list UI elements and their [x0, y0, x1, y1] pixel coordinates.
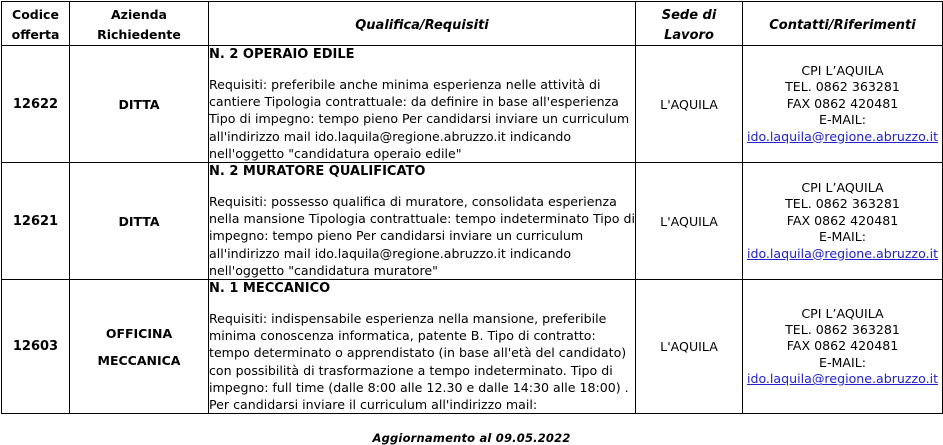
column-header-company-line2: Richiedente: [97, 26, 181, 42]
cell-qualification: [209, 46, 636, 163]
cell-company: [70, 46, 209, 163]
cell-company: [70, 280, 209, 414]
qualification-requirements: Requisiti: possesso qualifica di muratore, consolidata esperienza nella mansione Tipologia contrattuale: tempo indeterminato Tipo di impegno: tempo pieno Per candidarsi inviare un curriculum all'indirizzo mail ido.laquila@regione.abruzzo.it indicando nell'oggetto "candidatura muratore": [209, 194, 635, 278]
update-note: Aggiornamento al 09.05.2022: [372, 431, 571, 445]
cell-workplace: L'AQUILA: [636, 280, 743, 414]
table-header: [2, 2, 943, 46]
column-header-workplace-line1: Sede di: [661, 7, 717, 23]
contact-email-label: E-MAIL:: [819, 229, 866, 245]
table-row: [2, 280, 943, 414]
company-name-line: MECCANICA: [97, 352, 181, 368]
cell-workplace: L'AQUILA: [636, 163, 743, 280]
contact-telephone: TEL. 0862 363281: [785, 196, 900, 212]
contact-telephone: TEL. 0862 363281: [785, 79, 900, 95]
cell-contacts: [743, 280, 943, 414]
column-header-qualification: [209, 2, 636, 46]
cell-offer-code: 12603: [2, 280, 70, 414]
qualification-requirements: Requisiti: preferibile anche minima esperienza nelle attività di cantiere Tipologia contrattuale: da definire in base all'esperienza Tipo di impegno: tempo pieno Per candidarsi inviare un curriculum all'indirizzo mail ido.laquila@regione.abruzzo.it indicando nell'oggetto "candidatura operaio edile": [209, 77, 630, 161]
contact-office: CPI L’AQUILA: [801, 180, 884, 195]
column-header-qualification-label: Qualifica/Requisiti: [355, 17, 489, 33]
column-header-contacts-label: Contatti/Riferimenti: [769, 17, 916, 33]
column-header-company: [70, 2, 209, 46]
column-header-contacts: [743, 2, 943, 46]
qualification-requirements: Requisiti: indispensabile esperienza nella mansione, preferibile minima conoscenza informatica, patente B. Tipo di contratto: tempo determinato o apprendistato (in base all'età del candidato) con possibilità di trasformazione a tempo indeterminato. Tipo di impegno: full time (dalle 8:00 alle 12.30 e dalle 14:30 alle 18:00) . Per candidarsi inviare il curriculum all'indirizzo mail:: [209, 311, 629, 413]
table-body: [2, 46, 943, 414]
cell-workplace: L'AQUILA: [636, 46, 743, 163]
contact-fax: FAX 0862 420481: [786, 95, 899, 111]
cell-contacts: [743, 46, 943, 163]
job-offers-sheet: [0, 1, 943, 445]
contact-telephone: TEL. 0862 363281: [785, 322, 900, 338]
contact-email-label: E-MAIL:: [819, 112, 866, 128]
contact-office: CPI L’AQUILA: [801, 62, 884, 78]
cell-offer-code: 12622: [2, 46, 70, 163]
header-row: [2, 2, 943, 46]
column-header-workplace: [636, 2, 743, 46]
company-name-line: OFFICINA: [105, 325, 173, 341]
column-header-code: [2, 2, 70, 46]
table-row: [2, 163, 943, 280]
table-row: [2, 46, 943, 163]
column-header-company-line1: Azienda: [111, 6, 167, 22]
company-name-line: DITTA: [118, 96, 160, 112]
qualification-title: N. 1 MECCANICO: [209, 281, 331, 297]
column-header-workplace-line2: Lavoro: [664, 27, 714, 43]
cell-company: [70, 163, 209, 280]
contact-fax: FAX 0862 420481: [786, 212, 899, 228]
job-offers-table: [1, 1, 943, 414]
contact-email-label: E-MAIL:: [819, 354, 866, 370]
column-header-code-line2: offerta: [11, 26, 60, 42]
qualification-title: N. 2 MURATORE QUALIFICATO: [209, 164, 426, 180]
contact-fax: FAX 0862 420481: [786, 338, 899, 354]
contact-office: CPI L’AQUILA: [801, 305, 884, 321]
cell-qualification: [209, 163, 636, 280]
contact-email-link[interactable]: ido.laquila@regione.abruzzo.it: [746, 371, 939, 387]
contact-email-link[interactable]: ido.laquila@regione.abruzzo.it: [746, 128, 939, 144]
contact-email-link[interactable]: ido.laquila@regione.abruzzo.it: [746, 245, 939, 261]
column-header-code-line1: Codice: [12, 6, 59, 22]
qualification-title: N. 2 OPERAIO EDILE: [209, 47, 355, 62]
cell-contacts: [743, 163, 943, 280]
cell-qualification: [209, 280, 636, 414]
company-name-line: DITTA: [118, 213, 160, 229]
cell-offer-code: 12621: [2, 163, 70, 280]
